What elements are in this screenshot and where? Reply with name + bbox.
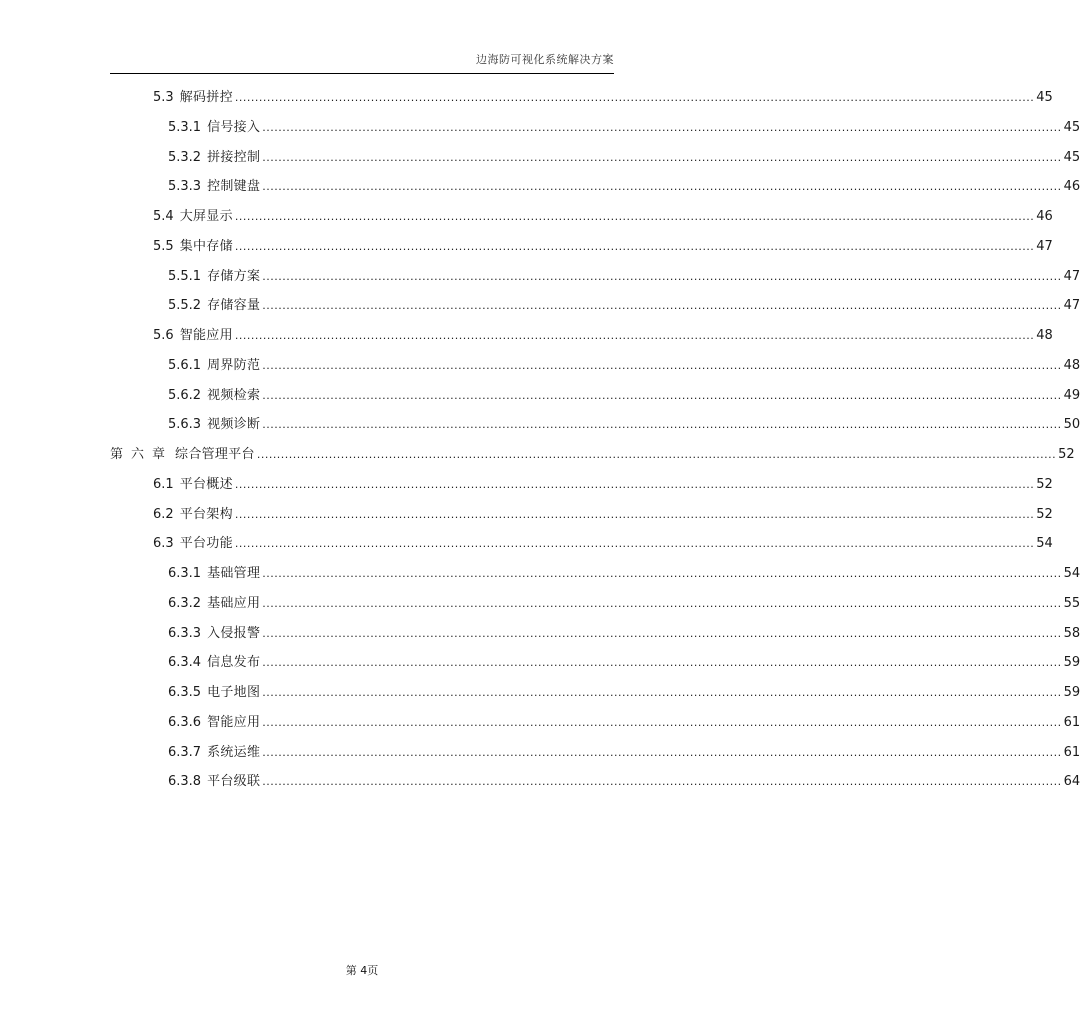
toc-entry[interactable] [168, 267, 1080, 287]
toc-entry-page: 48 [1063, 358, 1080, 373]
toc-entry[interactable] [168, 118, 1080, 138]
toc-entry-number: 6.3.2 [168, 596, 202, 611]
toc-dot-leader: ........................................................................................................................................................................................................ [262, 716, 1062, 729]
toc-entry[interactable] [153, 88, 1053, 108]
toc-dot-leader: ........................................................................................................................................................................................................ [262, 656, 1062, 669]
toc-entry-page: 52 [1058, 447, 1075, 462]
toc-dot-leader: ........................................................................................................................................................................................................ [262, 627, 1062, 640]
toc-entry-title: 电子地图 [207, 685, 261, 700]
toc-entry-number: 5.6.3 [168, 417, 202, 432]
toc-entry-page: 47 [1063, 298, 1080, 313]
toc-entry-number: 6.3.5 [168, 685, 202, 700]
toc-entry[interactable] [153, 237, 1053, 257]
toc-entry-page: 52 [1036, 507, 1053, 522]
toc-dot-leader: ........................................................................................................................................................................................................ [234, 508, 1035, 521]
toc-entry-title: 基础应用 [207, 596, 261, 611]
toc-entry-page: 52 [1036, 477, 1053, 492]
toc-entry-title: 周界防范 [207, 358, 261, 373]
toc-entry-title: 平台级联 [207, 774, 261, 789]
toc-entry-number: 5.3.3 [168, 179, 202, 194]
running-header: 边海防可视化系统解决方案 [476, 53, 614, 66]
toc-entry-number: 5.5 [153, 239, 174, 254]
toc-entry[interactable] [168, 653, 1080, 673]
toc-dot-leader: ........................................................................................................................................................................................................ [234, 91, 1035, 104]
toc-entry-title: 控制键盘 [207, 179, 261, 194]
toc-entry-title: 基础管理 [207, 566, 261, 581]
toc-entry[interactable] [110, 445, 1075, 465]
toc-dot-leader: ........................................................................................................................................................................................................ [262, 567, 1062, 580]
toc-dot-leader: ........................................................................................................................................................................................................ [262, 389, 1062, 402]
toc-entry-number: 6.3.8 [168, 774, 202, 789]
toc-entry-title: 平台架构 [179, 507, 233, 522]
toc-entry-number: 6.3 [153, 536, 174, 551]
toc-entry-page: 50 [1063, 417, 1080, 432]
toc-entry[interactable] [168, 683, 1080, 703]
toc-dot-leader: ........................................................................................................................................................................................................ [256, 448, 1057, 461]
toc-entry-number: 5.3 [153, 90, 174, 105]
toc-entry-number: 5.5.2 [168, 298, 202, 313]
toc-entry[interactable] [168, 624, 1080, 644]
toc-entry-title: 存储容量 [207, 298, 261, 313]
header-rule [110, 73, 614, 74]
toc-entry-title: 智能应用 [207, 715, 261, 730]
toc-entry-title: 综合管理平台 [175, 447, 255, 462]
toc-dot-leader: ........................................................................................................................................................................................................ [262, 299, 1062, 312]
toc-entry-page: 61 [1063, 745, 1080, 760]
toc-entry-page: 48 [1036, 328, 1053, 343]
toc-dot-leader: ........................................................................................................................................................................................................ [234, 478, 1035, 491]
toc-entry-page: 59 [1063, 685, 1080, 700]
toc-entry-title: 信息发布 [207, 655, 261, 670]
toc-entry-page: 64 [1063, 774, 1080, 789]
toc-dot-leader: ........................................................................................................................................................................................................ [234, 537, 1035, 550]
toc-entry[interactable] [168, 713, 1080, 733]
toc-entry-title: 系统运维 [207, 745, 261, 760]
toc-entry-number: 6.3.3 [168, 626, 202, 641]
toc-entry-number: 6.3.1 [168, 566, 202, 581]
toc-dot-leader: ........................................................................................................................................................................................................ [262, 359, 1062, 372]
toc-entry-title: 平台功能 [179, 536, 233, 551]
toc-dot-leader: ........................................................................................................................................................................................................ [262, 121, 1062, 134]
toc-entry-number: 6.2 [153, 507, 174, 522]
toc-entry-title: 信号接入 [207, 120, 261, 135]
toc-dot-leader: ........................................................................................................................................................................................................ [234, 329, 1035, 342]
toc-dot-leader: ........................................................................................................................................................................................................ [262, 418, 1062, 431]
toc-entry-page: 58 [1063, 626, 1080, 641]
toc-entry-page: 49 [1063, 388, 1080, 403]
toc-entry-page: 61 [1063, 715, 1080, 730]
toc-entry-page: 45 [1063, 150, 1080, 165]
toc-entry[interactable] [153, 207, 1053, 227]
toc-entry-title: 平台概述 [179, 477, 233, 492]
toc-dot-leader: ........................................................................................................................................................................................................ [234, 240, 1035, 253]
toc-entry[interactable] [168, 772, 1080, 792]
toc-dot-leader: ........................................................................................................................................................................................................ [262, 746, 1062, 759]
toc-entry[interactable] [153, 534, 1053, 554]
page-number: 第 4页 [345, 964, 379, 977]
toc-entry-number: 5.4 [153, 209, 174, 224]
toc-entry[interactable] [153, 505, 1053, 525]
toc-entry-number: 6.3.7 [168, 745, 202, 760]
toc-entry-number: 6.3.4 [168, 655, 202, 670]
toc-entry-number: 5.3.2 [168, 150, 202, 165]
toc-entry-number: 5.6.1 [168, 358, 202, 373]
toc-entry[interactable] [168, 743, 1080, 763]
toc-entry-page: 46 [1063, 179, 1080, 194]
toc-entry-title: 集中存储 [179, 239, 233, 254]
toc-entry[interactable] [168, 386, 1080, 406]
toc-entry-title: 拼接控制 [207, 150, 261, 165]
toc-entry-number: 5.3.1 [168, 120, 202, 135]
toc-entry[interactable] [168, 177, 1080, 197]
toc-dot-leader: ........................................................................................................................................................................................................ [262, 597, 1062, 610]
toc-dot-leader: ........................................................................................................................................................................................................ [234, 210, 1035, 223]
toc-entry-number: 5.6 [153, 328, 174, 343]
toc-entry-title: 存储方案 [207, 269, 261, 284]
toc-entry-page: 59 [1063, 655, 1080, 670]
toc-entry-page: 55 [1063, 596, 1080, 611]
toc-entry-title: 智能应用 [179, 328, 233, 343]
toc-entry-number: 第六章 [110, 447, 174, 462]
toc-entry[interactable] [168, 148, 1080, 168]
toc-entry[interactable] [168, 564, 1080, 584]
toc-entry-page: 47 [1036, 239, 1053, 254]
toc-dot-leader: ........................................................................................................................................................................................................ [262, 686, 1062, 699]
toc-entry-page: 46 [1036, 209, 1053, 224]
toc-dot-leader: ........................................................................................................................................................................................................ [262, 151, 1062, 164]
toc-entry-page: 45 [1036, 90, 1053, 105]
toc-entry-title: 视频诊断 [207, 417, 261, 432]
toc-entry-page: 54 [1063, 566, 1080, 581]
toc-entry[interactable] [168, 415, 1080, 435]
toc-dot-leader: ........................................................................................................................................................................................................ [262, 270, 1062, 283]
toc-entry[interactable] [168, 594, 1080, 614]
toc-entry-number: 6.3.6 [168, 715, 202, 730]
toc-entry-number: 6.1 [153, 477, 174, 492]
toc-entry[interactable] [168, 296, 1080, 316]
toc-entry-number: 5.5.1 [168, 269, 202, 284]
toc-dot-leader: ........................................................................................................................................................................................................ [262, 180, 1062, 193]
toc-entry[interactable] [168, 356, 1080, 376]
toc-dot-leader: ........................................................................................................................................................................................................ [262, 775, 1062, 788]
toc-entry-page: 54 [1036, 536, 1053, 551]
toc-entry-title: 视频检索 [207, 388, 261, 403]
toc-entry-page: 47 [1063, 269, 1080, 284]
toc-entry-title: 入侵报警 [207, 626, 261, 641]
toc-entry-title: 解码拼控 [179, 90, 233, 105]
toc-entry-page: 45 [1063, 120, 1080, 135]
toc-entry[interactable] [153, 475, 1053, 495]
toc-entry-title: 大屏显示 [179, 209, 233, 224]
toc-entry-number: 5.6.2 [168, 388, 202, 403]
toc-entry[interactable] [153, 326, 1053, 346]
